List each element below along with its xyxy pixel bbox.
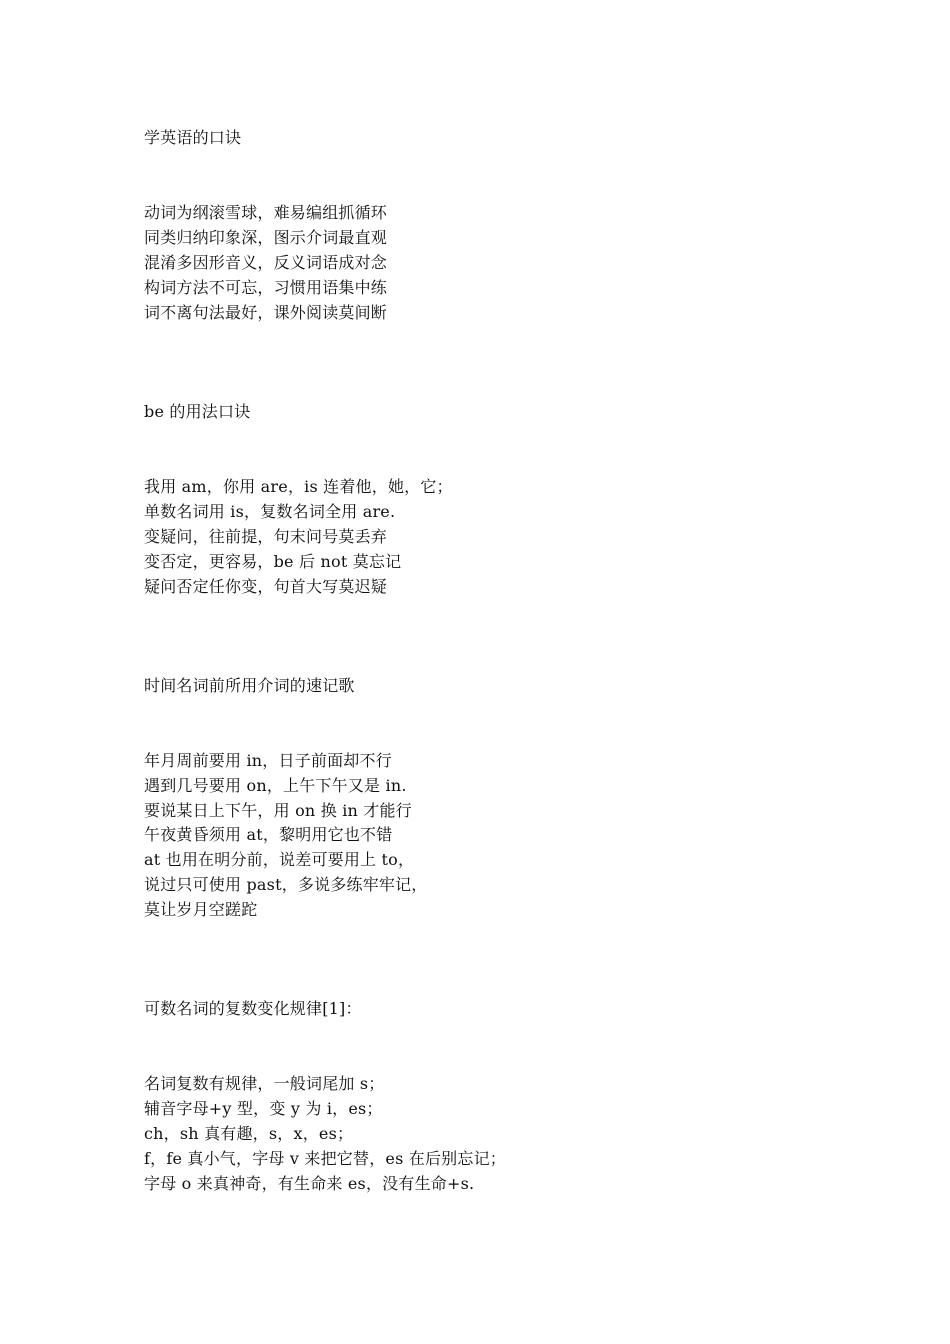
section-title: 可数名词的复数变化规律[1]： [144, 999, 362, 1018]
text-line: 混淆多因形音义，反义词语成对念 [144, 253, 388, 272]
text-line: 构词方法不可忘，习惯用语集中练 [144, 278, 388, 297]
text-line: 莫让岁月空蹉跎 [144, 900, 258, 919]
text-line: 疑问否定任你变，句首大写莫迟疑 [144, 577, 388, 596]
text-line: 年月周前要用 in，日子前面却不行 [144, 751, 392, 770]
text-line: 辅音字母+y 型，变 y 为 i，es； [144, 1099, 383, 1118]
text-line: 遇到几号要用 on，上午下午又是 in. [144, 776, 407, 795]
section-title: 学英语的口诀 [144, 128, 242, 147]
text-line: 变否定，更容易，be 后 not 莫忘记 [144, 552, 402, 571]
text-line: at 也用在明分前，说差可要用上 to， [144, 850, 415, 869]
text-line: 说过只可使用 past，多说多练牢牢记， [144, 875, 428, 894]
text-line: 名词复数有规律，一般词尾加 s； [144, 1074, 385, 1093]
text-line: f，fe 真小气，字母 v 来把它替，es 在后别忘记； [144, 1149, 506, 1168]
text-line: 动词为纲滚雪球，难易编组抓循环 [144, 203, 388, 222]
text-line: 午夜黄昏须用 at，黎明用它也不错 [144, 825, 393, 844]
text-line: 我用 am，你用 are，is 连着他，她，它； [144, 477, 453, 496]
text-line: 字母 o 来真神奇，有生命来 es，没有生命+s. [144, 1174, 475, 1193]
text-line: 变疑问，往前提，句末问号莫丢弃 [144, 527, 388, 546]
text-line: ch，sh 真有趣，s，x，es； [144, 1124, 354, 1143]
text-line: 单数名词用 is，复数名词全用 are. [144, 502, 396, 521]
section-title: be 的用法口诀 [144, 402, 251, 421]
section-title: 时间名词前所用介词的速记歌 [144, 676, 355, 695]
text-line: 同类归纳印象深，图示介词最直观 [144, 228, 388, 247]
text-line: 要说某日上下午，用 on 换 in 才能行 [144, 801, 412, 820]
text-line: 词不离句法最好，课外阅读莫间断 [144, 303, 388, 322]
